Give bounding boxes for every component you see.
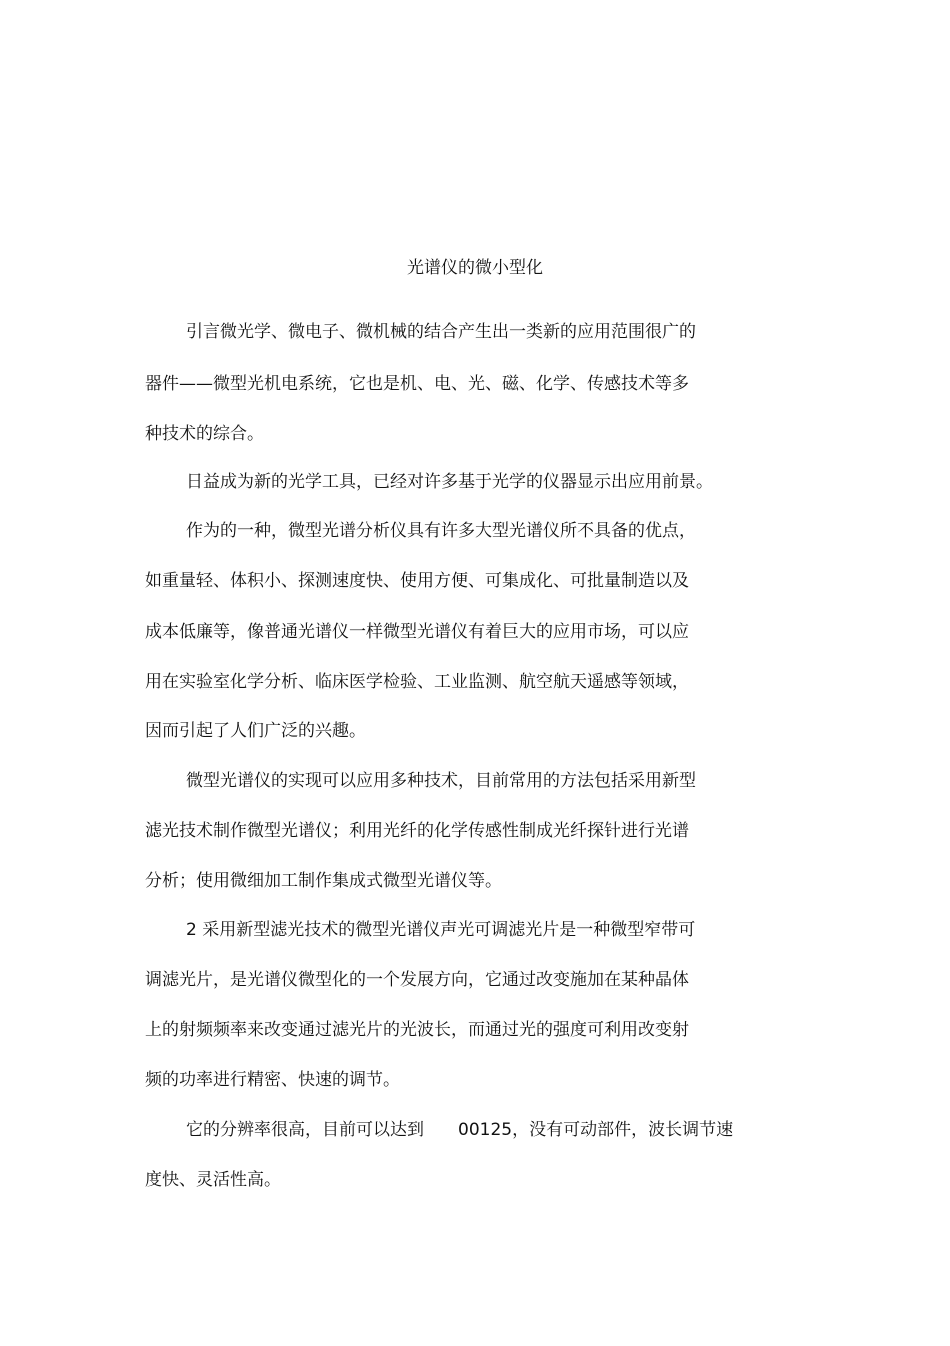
paragraph-line: 频的功率进行精密、快速的调节。 — [145, 1070, 400, 1090]
paragraph-line: 日益成为新的光学工具，已经对许多基于光学的仪器显示出应用前景。 — [186, 472, 713, 492]
paragraph-line: 微型光谱仪的实现可以应用多种技术，目前常用的方法包括采用新型 — [186, 771, 696, 791]
paragraph-line: 用在实验室化学分析、临床医学检验、工业监测、航空航天遥感等领域， — [145, 672, 689, 692]
paragraph-line: 滤光技术制作微型光谱仪；利用光纤的化学传感性制成光纤探针进行光谱 — [145, 821, 689, 841]
paragraph-line: 2 采用新型滤光技术的微型光谱仪声光可调滤光片是一种微型窄带可 — [186, 920, 696, 940]
paragraph-line: 作为的一种，微型光谱分析仪具有许多大型光谱仪所不具备的优点， — [186, 521, 696, 541]
paragraph-line-segment: 它的分辨率很高，目前可以达到 — [186, 1120, 424, 1140]
paragraph-line: 调滤光片，是光谱仪微型化的一个发展方向，它通过改变施加在某种晶体 — [145, 970, 689, 990]
paragraph-line: 器件——微型光机电系统，它也是机、电、光、磁、化学、传感技术等多 — [145, 374, 689, 394]
paragraph-line: 成本低廉等，像普通光谱仪一样微型光谱仪有着巨大的应用市场，可以应 — [145, 622, 689, 642]
paragraph-line-segment: 00125，没有可动部件，波长调节速 — [458, 1120, 734, 1140]
paragraph-line: 分析；使用微细加工制作集成式微型光谱仪等。 — [145, 871, 502, 891]
paragraph-line: 如重量轻、体积小、探测速度快、使用方便、可集成化、可批量制造以及 — [145, 571, 689, 591]
paragraph-line: 种技术的综合。 — [145, 424, 264, 444]
paragraph-line: 上的射频频率来改变通过滤光片的光波长，而通过光的强度可利用改变射 — [145, 1020, 689, 1040]
paragraph-line: 引言微光学、微电子、微机械的结合产生出一类新的应用范围很广的 — [186, 322, 696, 342]
paragraph-line — [186, 1118, 733, 1142]
paragraph-line: 因而引起了人们广泛的兴趣。 — [145, 721, 366, 741]
paragraph-line: 度快、灵活性高。 — [145, 1170, 281, 1190]
document-title: 光谱仪的微小型化 — [407, 258, 543, 278]
